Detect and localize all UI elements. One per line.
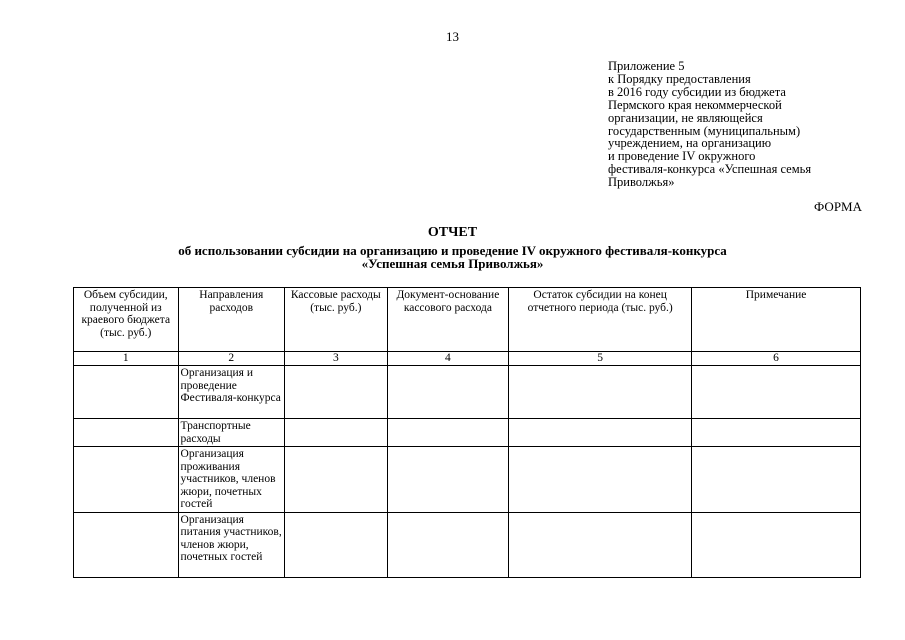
appendix-line: Приволжья» xyxy=(608,175,675,190)
appendix-line: учреждением, на организацию xyxy=(608,136,772,151)
table-cell xyxy=(285,512,388,577)
header-cell-basis-document: Документ-основание кассового расхода xyxy=(387,288,509,352)
table-row xyxy=(74,512,861,577)
expense-direction-cell: Организация проживания участников, членов жюри, почетных гостей xyxy=(178,447,285,513)
table-cell xyxy=(74,419,179,447)
table-cell xyxy=(692,447,861,513)
expense-direction-cell: Транспортные расходы xyxy=(178,419,285,447)
appendix-line: Приложение 5 xyxy=(608,59,685,73)
expense-direction-cell: Организация и проведение Фестиваля-конкурса xyxy=(178,366,285,419)
appendix-line: Пермского края некоммерческой xyxy=(608,97,782,112)
table-cell xyxy=(387,366,509,419)
column-number: 2 xyxy=(178,352,285,366)
page-number: 13 xyxy=(446,29,459,44)
table-cell xyxy=(692,366,861,419)
table-cell xyxy=(74,366,179,419)
appendix-line: в 2016 году субсидии из бюджета xyxy=(608,84,786,99)
header-cell-note: Примечание xyxy=(692,288,861,352)
column-number-row xyxy=(74,352,861,366)
appendix-line: организации, не являющейся xyxy=(608,110,763,125)
header-cell-subsidy-balance: Остаток субсидии на конец отчетного периода (тыс. руб.) xyxy=(509,288,692,352)
header-cell-expense-direction: Направления расходов xyxy=(178,288,285,352)
table-cell xyxy=(509,447,692,513)
column-number: 4 xyxy=(387,352,509,366)
column-number: 6 xyxy=(692,352,861,366)
table-cell xyxy=(692,419,861,447)
table-cell xyxy=(509,512,692,577)
table-cell xyxy=(285,447,388,513)
report-subtitle xyxy=(0,244,905,270)
report-table xyxy=(73,287,861,578)
column-number: 1 xyxy=(74,352,179,366)
table-cell xyxy=(285,419,388,447)
subtitle-line: об использовании субсидии на организацию и проведение IV окружного фестиваля-конкурса xyxy=(178,243,727,258)
appendix-line: и проведение IV окружного xyxy=(608,149,756,164)
table-row xyxy=(74,447,861,513)
appendix-line: государственным (муниципальным) xyxy=(608,123,801,138)
table-cell xyxy=(285,366,388,419)
table-row xyxy=(74,419,861,447)
table-cell xyxy=(74,447,179,513)
header-row xyxy=(74,288,861,352)
subtitle-line: «Успешная семья Приволжья» xyxy=(361,256,544,271)
table-cell xyxy=(387,447,509,513)
report-title: ОТЧЕТ xyxy=(427,225,478,240)
table-row xyxy=(74,366,861,419)
table-cell xyxy=(509,419,692,447)
appendix-line: к Порядку предоставления xyxy=(608,71,751,86)
table-cell xyxy=(74,512,179,577)
column-number: 5 xyxy=(509,352,692,366)
form-label: ФОРМА xyxy=(814,199,862,214)
header-cell-subsidy-volume: Объем субсидии, полученной из краевого бюджета (тыс. руб.) xyxy=(74,288,179,352)
table-cell xyxy=(509,366,692,419)
header-cell-cash-expenses: Кассовые расходы (тыс. руб.) xyxy=(285,288,388,352)
appendix-line: фестиваля-конкурса «Успешная семья xyxy=(608,162,812,177)
table-cell xyxy=(387,419,509,447)
table-cell xyxy=(387,512,509,577)
table-cell xyxy=(692,512,861,577)
column-number: 3 xyxy=(285,352,388,366)
expense-direction-cell: Организация питания участников, членов жюри, почетных гостей xyxy=(178,512,285,577)
appendix-block xyxy=(608,60,888,189)
